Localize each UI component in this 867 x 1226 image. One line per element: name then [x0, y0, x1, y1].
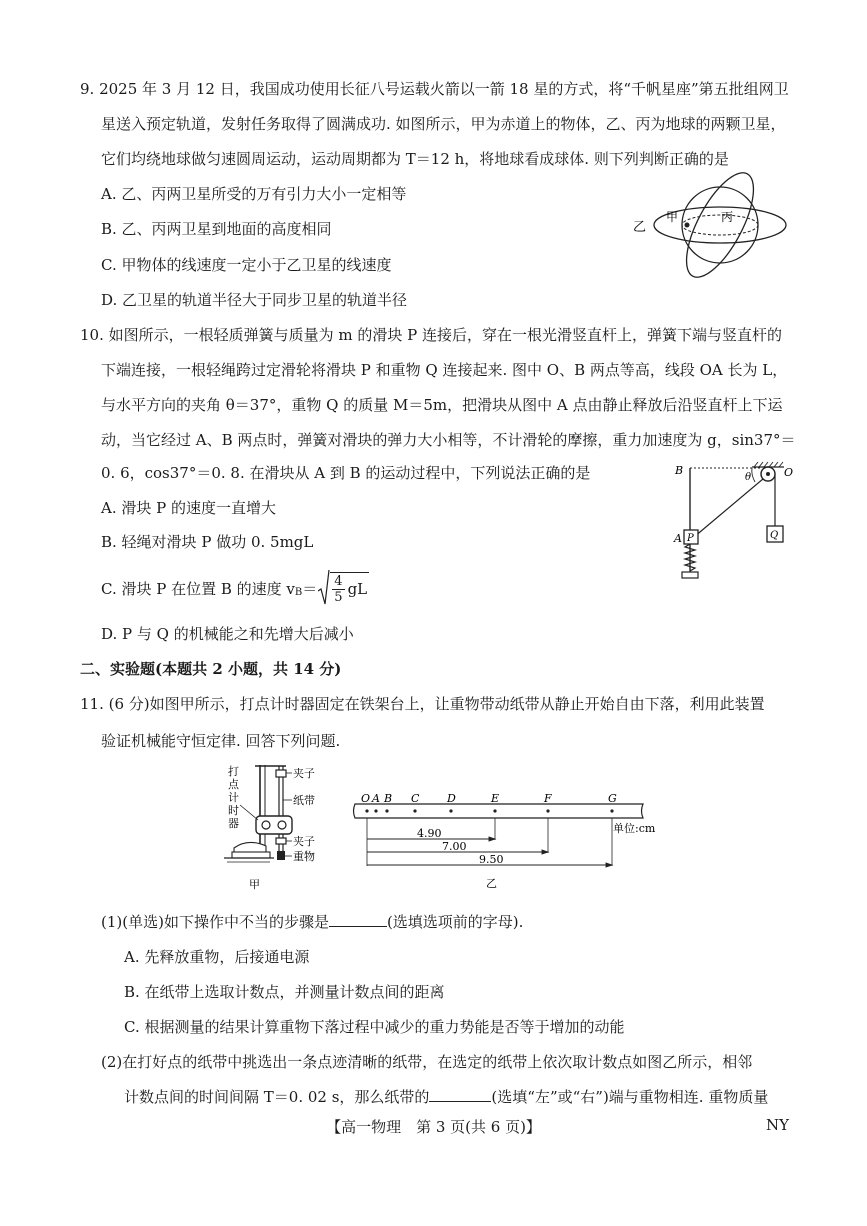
label-yi: 乙 [633, 220, 647, 235]
q9-line-1: 9. 2025 年 3 月 12 日，我国成功使用长征八号运载火箭以一箭 18 星的方式，将“千帆星座”第五批组网卫 [80, 80, 789, 98]
rope-pq [694, 479, 763, 537]
dot-o [365, 809, 368, 812]
dot-c [413, 809, 416, 812]
caption-jia: 甲 [249, 878, 260, 891]
footer-code: NY [766, 1116, 790, 1134]
q11-line-1: 11. (6 分)如图甲所示，打点计时器固定在铁架台上，让重物带动纸带从静止开始自由下落，利用此装置 [80, 695, 765, 713]
q11-sub1-prefix: (1)(单选)如下操作中不当的步骤是 [101, 913, 329, 931]
q10-option-c [101, 568, 369, 608]
label-pt-b: B [384, 792, 393, 805]
label-weight: 重物 [293, 850, 315, 863]
q11-sub2-prefix: 计数点间的时间间隔 T＝0. 02 s，那么纸带的 [124, 1088, 430, 1106]
label-pt-d: D [447, 792, 456, 805]
q9-option-a: A. 乙、丙两卫星所受的万有引力大小一定相等 [101, 185, 407, 203]
page-footer: 【高一物理 第 3 页(共 6 页)】 [326, 1118, 541, 1136]
label-pt-o: O [361, 792, 371, 805]
timer-label-char-4: 时 [228, 804, 239, 817]
label-b: B [675, 464, 684, 477]
q10-option-c-gl: gL [347, 580, 368, 598]
q9-orbit-figure [625, 165, 790, 285]
dim-g-value: 9.50 [479, 853, 504, 866]
q11-sub1-suffix: (选填选项前的字母). [386, 913, 524, 931]
dot-e [493, 809, 496, 812]
dot-b [385, 809, 388, 812]
q9-option-c: C. 甲物体的线速度一定小于乙卫星的线速度 [101, 256, 392, 274]
label-theta: θ [745, 472, 752, 483]
answer-blank-2[interactable] [429, 1087, 491, 1102]
q10-option-c-text: C. 滑块 P 在位置 B 的速度 v [101, 579, 295, 598]
q9-option-b: B. 乙、丙两卫星到地面的高度相同 [101, 220, 332, 238]
q10-sqrt-expression [318, 569, 369, 607]
label-pt-c: C [411, 792, 420, 805]
q11-sub1-option-a: A. 先释放重物，后接通电源 [124, 948, 310, 966]
q10-line-2: 下端连接，一根轻绳跨过定滑轮将滑块 P 和重物 Q 连接起来. 图中 O、B 两点等高，线段 OA 长为 L， [101, 361, 788, 379]
earth-circle [682, 187, 758, 263]
caption-yi: 乙 [486, 877, 497, 890]
q10-pulley-figure [664, 460, 799, 595]
q11-sub2-suffix: (选填“左”或“右”)端与重物相连. 重物质量 [491, 1088, 769, 1106]
q10-line-4: 动，当它经过 A、B 两点时，弹簧对滑块的弹力大小相等，不计滑轮的摩擦，重力加速度为 g，sin37°＝ [101, 431, 796, 449]
q9-line-3: 它们均绕地球做匀速圆周运动，运动周期都为 T＝12 h，将地球看成球体. 则下列判断正确的是 [101, 150, 729, 168]
q11-line-2: 验证机械能守恒定律. 回答下列问题. [101, 732, 341, 750]
timer-label-char-2: 点 [228, 778, 239, 791]
q11-sub1-line [101, 911, 523, 932]
dim-f-value: 7.00 [442, 840, 467, 853]
section-2-title: 二、实验题(本题共 2 小题，共 14 分) [80, 660, 342, 678]
weight-block [277, 851, 285, 860]
dot-d [449, 809, 452, 812]
timer-label-char-3: 计 [228, 791, 239, 804]
dot-g [610, 809, 613, 812]
timer-body [256, 816, 292, 834]
q9-option-d: D. 乙卫星的轨道半径大于同步卫星的轨道半径 [101, 291, 408, 309]
dot-f [546, 809, 549, 812]
fig-jia-apparatus [222, 760, 332, 895]
label-tape: 纸带 [293, 794, 315, 807]
q10-option-c-subscript: B [294, 586, 303, 598]
equator-line [682, 215, 758, 235]
label-clip-bottom: 夹子 [293, 835, 315, 848]
dot-a [374, 809, 377, 812]
q11-sub1-option-b: B. 在纸带上选取计数点，并测量计数点间的距离 [124, 983, 445, 1001]
bottom-clip [276, 838, 286, 844]
ceiling-hatch [754, 462, 783, 467]
fraction-numerator: 4 [334, 573, 343, 589]
label-o: O [784, 466, 794, 479]
rod-base [682, 572, 698, 578]
answer-blank-1[interactable] [329, 912, 387, 927]
stand-base [232, 852, 270, 858]
q11-sub2-line-2 [124, 1086, 768, 1107]
fraction-denominator: 5 [334, 589, 343, 605]
timer-label-char-1: 打 [228, 765, 239, 778]
label-pt-f: F [544, 792, 552, 805]
q10-line-5: 0. 6，cos37°＝0. 8. 在滑块从 A 到 B 的运动过程中，下列说法正确的是 [101, 464, 591, 482]
q10-line-3: 与水平方向的夹角 θ＝37°，重物 Q 的质量 M＝5m，把滑块从图中 A 点由静止释放后沿竖直杆上下运 [101, 396, 783, 414]
label-bing: 丙 [721, 210, 734, 224]
fig-yi-tape [345, 790, 665, 895]
unit-label: 单位:cm [613, 822, 656, 835]
q11-sub2-line-1: (2)在打好点的纸带中挑选出一条点迹清晰的纸带，在选定的纸带上依次取计数点如图乙所示，相邻 [101, 1053, 753, 1071]
timer-label-char-5: 器 [228, 817, 239, 830]
object-jia-dot [685, 223, 690, 228]
q10-option-d: D. P 与 Q 的机械能之和先增大后减小 [101, 625, 354, 643]
label-p: P [687, 533, 694, 544]
label-a: A [674, 532, 682, 545]
q10-option-c-equals: ＝ [302, 579, 318, 598]
top-clip [276, 770, 286, 777]
sqrt-sign [318, 569, 330, 607]
dim-e-value: 4.90 [417, 827, 442, 840]
label-clip-top: 夹子 [293, 767, 315, 780]
tape-strip [354, 804, 644, 818]
fraction [332, 574, 344, 605]
label-pt-a: A [372, 792, 380, 805]
q11-sub1-option-c: C. 根据测量的结果计算重物下落过程中减少的重力势能是否等于增加的动能 [124, 1018, 625, 1036]
q10-option-a: A. 滑块 P 的速度一直增大 [101, 499, 276, 517]
q9-line-2: 星送入预定轨道，发射任务取得了圆满成功. 如图所示，甲为赤道上的物体，乙、丙为地球的两颗卫星， [101, 115, 786, 133]
q10-option-b: B. 轻绳对滑块 P 做功 0. 5mgL [101, 533, 314, 551]
spring [685, 544, 695, 571]
label-pt-e: E [491, 792, 500, 805]
label-pt-g: G [608, 792, 617, 805]
q10-line-1: 10. 如图所示，一根轻质弹簧与质量为 m 的滑块 P 连接后，穿在一根光滑竖直杆上，弹簧下端与竖直杆的 [80, 326, 783, 344]
label-jia: 甲 [666, 210, 679, 224]
label-q: Q [770, 530, 779, 541]
